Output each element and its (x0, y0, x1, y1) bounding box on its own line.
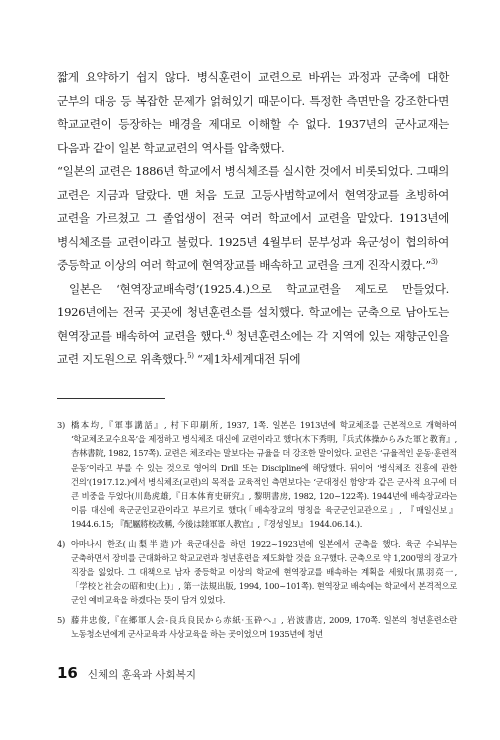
footnote-number: 4) (57, 538, 66, 549)
paragraph-1-text: 짧게 요약하기 쉽지 않다. 병식훈련이 교련으로 바뀌는 과정과 군축에 대한 군부의 대응 등 복잡한 문제가 얽혀있기 때문이다. 특정한 측면만을 강조한다면 학교교련이 등장하는 배경을 제대로 이해할 수 없다. 1937년의 군사교재는 다음과 같이 일본 학교교련의 역사를 압축했다. (57, 70, 449, 155)
paragraph-2-quote (57, 160, 449, 278)
running-title: 신체의 훈육과 사회복지 (87, 669, 196, 681)
footnote-number: 3) (57, 420, 66, 430)
footnote-number: 5) (57, 614, 66, 625)
paragraph-3-text-c: “제1차세계대전 뒤에 (193, 352, 301, 366)
footnote-text: 橋本均,『軍事講話』, 村下印刷所, 1937, 1쪽. 일본은 1913년에 학교체조를 근본적으로 개혁하여 ‘학교체조교수요목’을 제정하고 병식체조 대신에 교련이라고 했다(木下秀明,『兵式体操からみた軍と教育』, 杏林書院, 1982, 157쪽). 교련은 체조라는 말보다는 규율을 더 강조한 말이었다. 교련은 ‘규율적인 운동·훈련적 운동’이라고 부를 수 있는 것으로 영어의 Drill 또는 Discipline에 해당했다. 뒤이어 ‘병식체조 진흥에 관한 건의’(1917.12.)에서 병식체조(교련)의 목적을 교육적인 측면보다는 ‘군대정신 함양’과 같은 군사적 요구에 더 큰 비중을 두었다(川島虎雄,『日本体育史研究』, 黎明書房, 1982, 120~122쪽). 1944년에 배속장교라는 이름 대신에 육군군인교관이라고 부르기로 했다(「배속장교의 명칭을 육군군인교관으로」, 『매일신보』 1944.6.15; 『配屬將校改稱, 今後は陸軍軍人教官』,『경성일보』 1944.06.14.). (71, 420, 457, 530)
page-footer (57, 664, 196, 682)
paragraph-3-text-a: 일본은 ‘현역장교배속령’(1925.4.)으로 학교교련을 제도로 만들었다. 1926년에는 전국 곳곳에 청년훈련소를 설치했다. 학교에는 군축으로 남아도는 현역장교를 배속하여 교련을 했다. (57, 281, 449, 343)
paragraph-1 (57, 66, 449, 160)
footnote-divider (57, 398, 165, 399)
paragraph-2-text: “일본의 교련은 1886년 학교에서 병식체조를 실시한 것에서 비롯되었다. 그때의 교련은 지금과 달랐다. 맨 처음 도쿄 고등사범학교에서 현역장교를 초빙하여 교련을 가르쳤고 그 졸업생이 전국 여러 학교에서 교련을 맡았다. 1913년에 병식체조를 교련이라고 불렀다. 1925년 4월부터 문부성과 육군성이 협의하여 중등학교 이상의 여러 학교에 현역장교를 배속하고 교련을 크게 진작시켰다.” (57, 164, 449, 272)
footnote-text: 아마나시 한조(山梨半造)가 육군대신을 하던 1922~1923년에 일본에서 군축을 했다. 육군 수뇌부는 군축하면서 장비를 근대화하고 학교교련과 청년훈련을 제도화할 것을 요구했다. 군축으로 약 1,200명의 장교가 직장을 잃었다. 그 대책으로 남자 중등학교 이상의 학교에 현역장교를 배속하는 계획을 세웠다(黒羽亮一,「学校と社会の昭和史(上)」, 第一法規出版, 1994, 100~101쪽). 현역장교 배속에는 학교에서 본격적으로 군인 예비교육을 하겠다는 뜻이 담겨 있었다. (71, 538, 457, 606)
body-text (57, 66, 449, 372)
footnote-text: 藤井忠俊,『在郷軍人会-良兵良民から赤紙·玉砕へ』, 岩波書店, 2009, 170쪽. 일본의 청년훈련소란 노동청소년에게 군사교육과 사상교육을 하는 곳이었으며 1935년에 청년 (71, 614, 457, 639)
footnotes (57, 418, 457, 646)
paragraph-3-text-b: 청년훈련소에는 각 지역에 있는 재향군인을 교련 지도원으로 위촉했다. (57, 328, 450, 366)
footnote-ref-3[interactable]: 3) (430, 258, 438, 267)
footnote-ref-5[interactable]: 5) (187, 352, 194, 361)
paragraph-3 (57, 278, 449, 372)
footnote-5 (57, 613, 457, 641)
footnote-4 (57, 537, 457, 608)
page-number: 16 (57, 664, 78, 682)
footnote-ref-4[interactable]: 4) (225, 328, 233, 337)
footnote-3 (57, 418, 457, 532)
